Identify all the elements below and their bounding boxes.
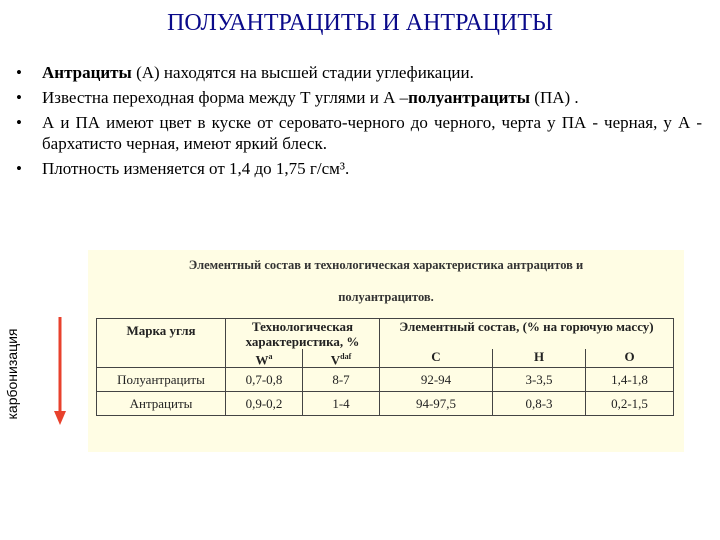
bullet-item (16, 87, 702, 108)
table-row (97, 392, 674, 416)
header-c: C (380, 349, 493, 368)
cell-w: 0,7-0,8 (226, 368, 303, 392)
down-arrow-icon (50, 315, 70, 427)
cell-o: 0,2-1,5 (586, 392, 674, 416)
caption-line: Элементный состав и технологическая характеристика антрацитов и (188, 258, 584, 272)
header-h: H (493, 349, 586, 368)
cell-c: 92-94 (380, 368, 493, 392)
table-caption (88, 250, 684, 308)
table-header-row (97, 319, 674, 350)
bullet-dot: • (16, 88, 22, 107)
cell-name: Полуантрациты (97, 368, 226, 392)
header-tech: Технологическая характеристика, % (226, 319, 380, 350)
bullet-item (16, 62, 702, 83)
header-elem: Элементный состав, (% на горючую массу) (380, 319, 674, 350)
cell-o: 1,4-1,8 (586, 368, 674, 392)
bullet-text: Плотность изменяется от 1,4 до 1,75 г/см³. (42, 159, 350, 178)
bullet-dot: • (16, 113, 22, 132)
bullet-dot: • (16, 63, 22, 82)
cell-w: 0,9-0,2 (226, 392, 303, 416)
bullet-text: Антрациты (А) находятся на высшей стадии углефикации. (42, 63, 474, 82)
cell-v: 1-4 (303, 392, 380, 416)
header-w: $W^a$ (226, 349, 303, 368)
header-o: O (586, 349, 674, 368)
bullet-item (16, 158, 702, 179)
bullet-list (16, 62, 702, 183)
bullet-text: Известна переходная форма между Т углями и А –полуантрациты (ПА) . (42, 88, 579, 107)
cell-name: Антрациты (97, 392, 226, 416)
cell-v: 8-7 (303, 368, 380, 392)
header-v: $V^{daf}$ (303, 349, 380, 368)
header-mark: Марка угля (97, 319, 226, 368)
carbonization-label: карбонизация (4, 328, 20, 420)
slide-title: ПОЛУАНТРАЦИТЫ И АНТРАЦИТЫ (167, 10, 553, 36)
cell-c: 94-97,5 (380, 392, 493, 416)
table-row (97, 368, 674, 392)
coal-composition-table (96, 318, 674, 416)
bullet-text: А и ПА имеют цвет в куске от серовато-черного до черного, черта у ПА - черная, у А - бархатисто черная, имеют яркий блеск. (42, 113, 702, 153)
cell-h: 0,8-3 (493, 392, 586, 416)
bullet-dot: • (16, 159, 22, 178)
bullet-item (16, 112, 702, 154)
table-panel (88, 250, 684, 452)
cell-h: 3-3,5 (493, 368, 586, 392)
caption-line: полуантрацитов. (338, 290, 434, 304)
